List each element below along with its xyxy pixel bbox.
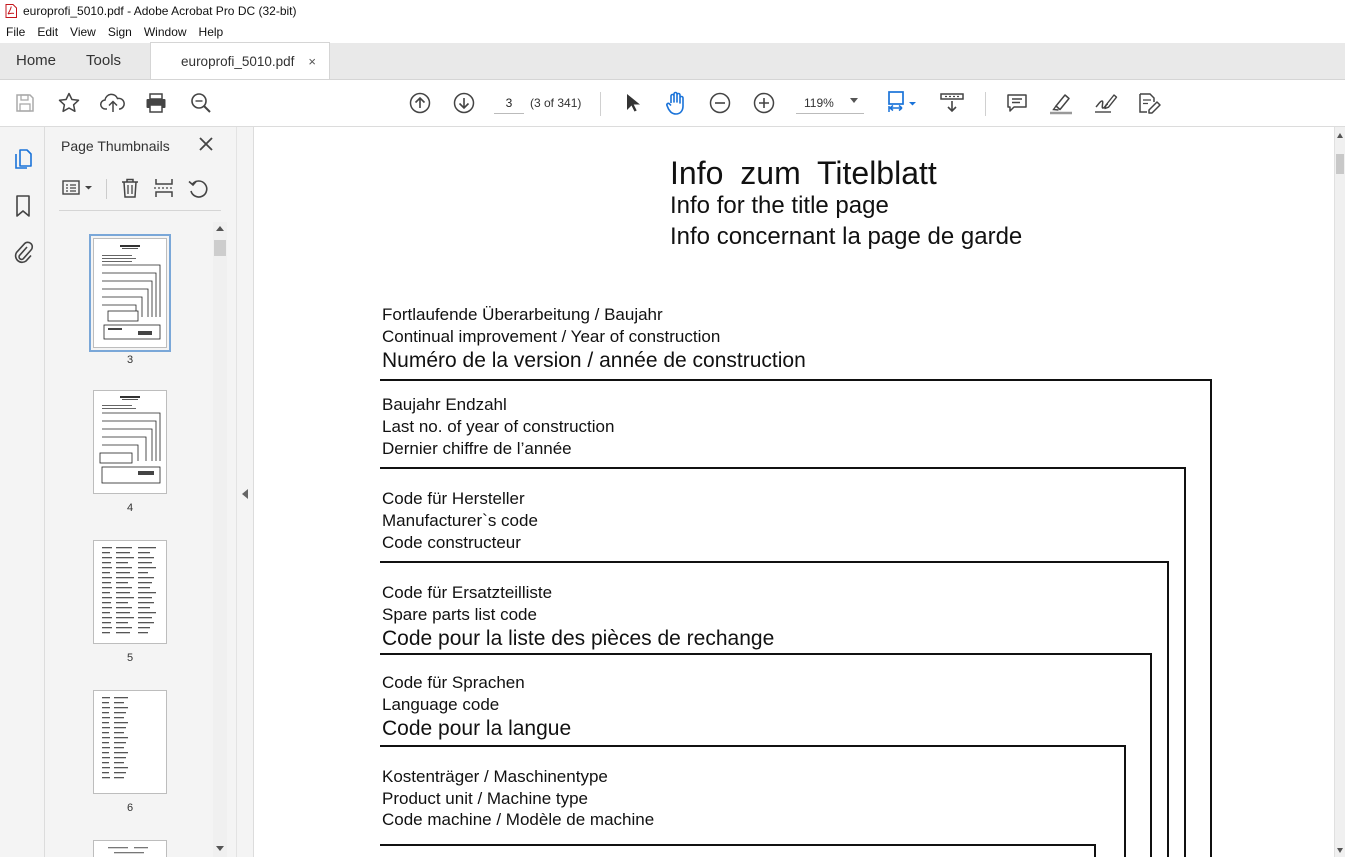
scroll-up-icon[interactable]	[216, 226, 224, 231]
section-3-de: Code für Hersteller	[382, 489, 525, 508]
collapse-panel-icon[interactable]	[242, 489, 248, 499]
extract-pages-icon[interactable]	[153, 177, 175, 199]
window-title: europrofi_5010.pdf - Adobe Acrobat Pro DC (32-bit)	[23, 4, 297, 18]
panel-splitter[interactable]	[236, 127, 254, 857]
rotate-icon[interactable]	[187, 177, 209, 199]
main-toolbar	[0, 80, 1345, 127]
bracket-line	[1184, 467, 1186, 857]
thumbnail-toolbar	[59, 167, 221, 211]
scrollbar-thumb[interactable]	[1336, 154, 1344, 174]
print-icon[interactable]	[143, 90, 169, 116]
menu-file[interactable]: File	[6, 25, 26, 39]
divider-line	[380, 379, 1212, 381]
bracket-line	[1094, 844, 1096, 857]
section-4-fr: Code pour la liste des pièces de rechange	[382, 627, 775, 650]
document-viewer[interactable]	[254, 127, 1334, 857]
section-6-en: Product unit / Machine type	[382, 789, 589, 808]
divider-line	[380, 745, 1126, 747]
thumbnail-label: 5	[126, 652, 134, 664]
edit-pdf-icon[interactable]	[1136, 90, 1162, 116]
acrobat-app-icon	[5, 4, 17, 18]
section-3-en: Manufacturer`s code	[382, 511, 538, 530]
document-scrollbar[interactable]	[1334, 127, 1345, 857]
thumbnail-label: 6	[126, 802, 134, 814]
zoom-value: 119%	[804, 96, 834, 110]
menu-view[interactable]: View	[70, 25, 96, 39]
upload-icon[interactable]	[100, 90, 126, 116]
menu-window[interactable]: Window	[143, 25, 187, 39]
save-icon[interactable]	[12, 90, 38, 116]
fit-page-icon[interactable]	[884, 90, 920, 116]
toolbar-divider	[985, 92, 986, 116]
zoom-in-icon[interactable]	[751, 90, 777, 116]
thumbnail-list	[45, 222, 213, 857]
menu-sign[interactable]: Sign	[107, 25, 132, 39]
divider-line	[380, 467, 1186, 469]
zoom-out-icon[interactable]	[707, 90, 733, 116]
bracket-line	[1210, 379, 1212, 857]
thumbnail-page[interactable]	[93, 690, 167, 794]
tab-tools[interactable]: Tools	[86, 52, 122, 69]
section-5-fr: Code pour la langue	[382, 717, 572, 740]
thumbnail-label: 3	[126, 354, 134, 366]
tool-divider	[106, 179, 107, 199]
section-4-en: Spare parts list code	[382, 605, 537, 624]
tab-bar	[0, 43, 1345, 80]
tab-document[interactable]	[150, 42, 330, 79]
thumbnail-page[interactable]	[93, 840, 167, 857]
search-zoom-icon[interactable]	[188, 90, 214, 116]
section-1-fr: Numéro de la version / année de construction	[382, 349, 806, 372]
section-5-en: Language code	[382, 695, 500, 714]
select-arrow-icon[interactable]	[619, 90, 645, 116]
page-heading-en: Info for the title page	[670, 192, 889, 219]
scrollbar-thumb[interactable]	[214, 240, 226, 256]
bracket-line	[1150, 653, 1152, 857]
star-icon[interactable]	[56, 90, 82, 116]
bracket-line	[1124, 745, 1126, 857]
menu-bar	[0, 22, 1345, 43]
section-1-de: Fortlaufende Überarbeitung / Baujahr	[382, 305, 663, 324]
hand-icon[interactable]	[663, 90, 689, 116]
menu-help[interactable]: Help	[198, 25, 224, 39]
menu-edit[interactable]: Edit	[37, 25, 59, 39]
section-6-fr: Code machine / Modèle de machine	[382, 810, 655, 829]
page-number-input[interactable]	[494, 92, 524, 114]
thumbnail-label: 4	[126, 502, 134, 514]
section-6-de: Kostenträger / Maschinentype	[382, 767, 608, 786]
title-bar	[0, 0, 1345, 22]
section-2-de: Baujahr Endzahl	[382, 395, 507, 414]
zoom-level-select[interactable]	[796, 92, 864, 114]
thumbnail-page[interactable]	[93, 540, 167, 644]
comment-icon[interactable]	[1004, 90, 1030, 116]
thumbnail-page[interactable]	[93, 390, 167, 494]
scroll-up-icon[interactable]	[1337, 133, 1343, 138]
chevron-down-icon	[850, 98, 858, 103]
left-navigation-rail	[0, 127, 45, 857]
highlight-icon[interactable]	[1048, 90, 1074, 116]
section-2-en: Last no. of year of construction	[382, 417, 615, 436]
page-down-icon[interactable]	[451, 90, 477, 116]
thumbnail-options-icon[interactable]	[61, 177, 95, 199]
thumbnail-scrollbar[interactable]	[213, 222, 227, 857]
tab-home[interactable]: Home	[16, 52, 57, 69]
section-2-fr: Dernier chiffre de l’année	[382, 439, 572, 458]
section-5-de: Code für Sprachen	[382, 673, 525, 692]
scroll-down-icon[interactable]	[216, 846, 224, 851]
delete-icon[interactable]	[119, 177, 141, 199]
section-1-en: Continual improvement / Year of construction	[382, 327, 721, 346]
document-tab-label: europrofi_5010.pdf	[181, 53, 295, 69]
divider-line	[380, 653, 1152, 655]
bookmark-icon[interactable]	[10, 193, 36, 219]
close-icon[interactable]	[198, 136, 214, 152]
toolbar-divider	[600, 92, 601, 116]
divider-line	[380, 561, 1169, 563]
sign-icon[interactable]	[1092, 90, 1118, 116]
page-up-icon[interactable]	[407, 90, 433, 116]
page-thumbnails-icon[interactable]	[10, 146, 36, 172]
attachment-icon[interactable]	[10, 239, 36, 265]
thumbnails-panel	[45, 127, 236, 857]
section-4-de: Code für Ersatzteilliste	[382, 583, 553, 602]
close-tab-icon[interactable]: ×	[308, 53, 316, 69]
page-heading-de: Info zum Titelblatt	[670, 155, 937, 191]
thumbnail-page[interactable]	[93, 238, 167, 348]
scroll-down-icon[interactable]	[1337, 848, 1343, 853]
scroll-mode-icon[interactable]	[939, 90, 965, 116]
bracket-line	[1167, 561, 1169, 857]
divider-line	[380, 844, 1096, 846]
section-3-fr: Code constructeur	[382, 533, 521, 552]
page-count: (3 of 341)	[530, 96, 582, 110]
panel-title: Page Thumbnails	[61, 138, 170, 154]
page-heading-fr: Info concernant la page de garde	[670, 223, 1023, 250]
